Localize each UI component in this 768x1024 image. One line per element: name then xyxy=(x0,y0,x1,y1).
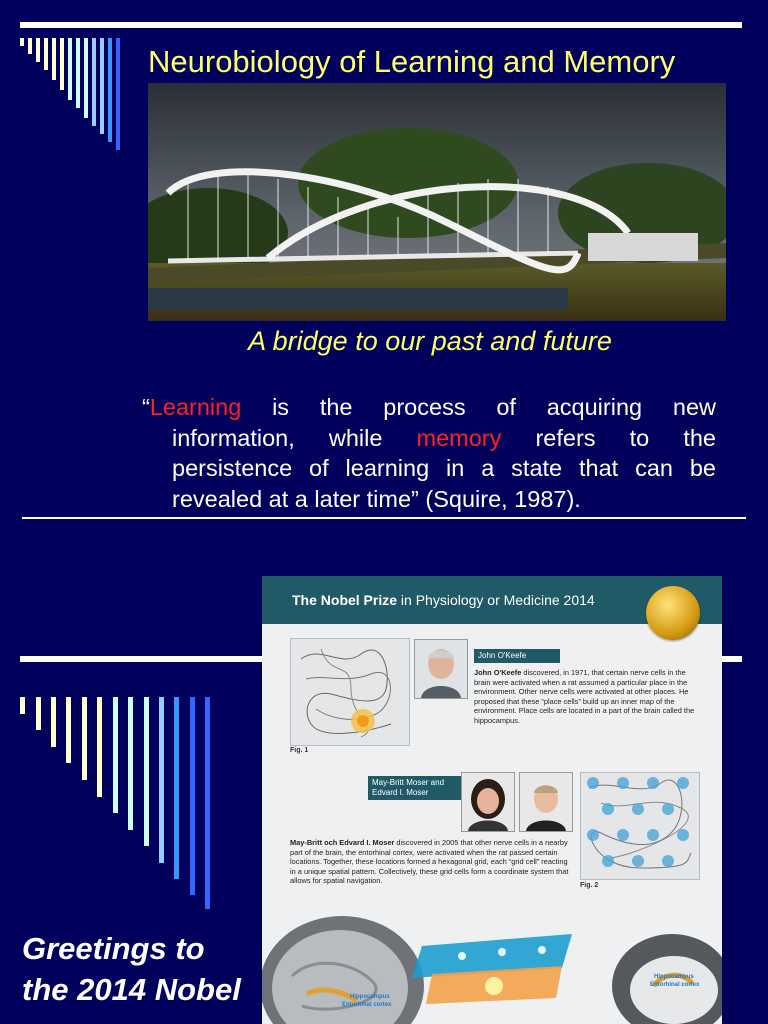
greeting-text: Greetings to the 2014 Nobel xyxy=(22,931,241,1007)
fig2-label: Fig. 2 xyxy=(580,882,599,889)
moser-name-line-2: Edvard I. Moser xyxy=(372,788,429,797)
label-entorhinal-left: Entorhinal cortex xyxy=(342,1002,392,1008)
nobel-medal-icon xyxy=(646,586,700,640)
okeefe-name-tag: John O'Keefe xyxy=(474,649,560,663)
label-hippocampus-right: Hippocampus xyxy=(654,974,694,980)
quote-open-mark: “ xyxy=(142,394,150,420)
fig1-maze-image xyxy=(290,638,410,746)
okeefe-description-body: discovered, in 1971, that certain nerve cells in the brain were activated when a rat assumed a particular place in the environment. Other nerve cells were activated at other places. He proposed that these “place cells” build up an inner map of the environment. Place cells are located in a part of the brain called the hippocampus. xyxy=(474,668,695,725)
nobel-title-rest: in Physiology or Medicine 2014 xyxy=(397,592,595,608)
fig2-grid-image xyxy=(580,772,700,880)
moser-description xyxy=(290,838,574,886)
label-hippocampus-left: Hippocampus xyxy=(350,994,390,1000)
nobel-title xyxy=(292,592,595,608)
photo-caption: A bridge to our past and future xyxy=(248,326,612,356)
moser-name-tag xyxy=(368,776,462,800)
bridge-photo xyxy=(148,83,726,321)
slide-divider xyxy=(22,517,746,519)
fig1-label: Fig. 1 xyxy=(290,747,309,754)
quote-line-1 xyxy=(142,392,716,423)
term-learning: Learning xyxy=(149,394,242,420)
okeefe-portrait xyxy=(414,639,468,699)
top-rule xyxy=(20,22,742,28)
okeefe-description-lead: John O'Keefe xyxy=(474,668,522,677)
moser-description-body: discovered in 2005 that other nerve cells in a nearby part of the brain, the entorhinal cortex, were activated when the rat passed certain locations. Together, these locations formed a hexagonal grid, each “grid cell” reacting in a unique spatial pattern. Collectively, these grid cells form a coordinate system that allows for spatial navigation. xyxy=(290,838,569,886)
slide-title: Neurobiology of Learning and Memory xyxy=(148,44,676,79)
nobel-title-bold: The Nobel Prize xyxy=(292,592,398,608)
edvard-moser-portrait xyxy=(519,772,573,832)
brain-illustration xyxy=(262,906,722,1024)
quote-line-2-start: information, while xyxy=(172,424,417,451)
moser-description-lead: May-Britt och Edvard I. Moser xyxy=(290,838,395,847)
squire-quote xyxy=(142,392,716,514)
maybritt-moser-portrait xyxy=(461,772,515,832)
okeefe-description xyxy=(474,668,696,726)
moser-name-line-1: May-Britt Moser and xyxy=(372,778,445,787)
quote-line-3: persistence of learning in a state that can be xyxy=(172,455,716,481)
decorative-stripes-top xyxy=(20,38,130,158)
quote-line-1-rest: is the process of acquiring new xyxy=(241,394,716,420)
decorative-stripes-bottom xyxy=(20,697,220,912)
label-entorhinal-right: Entorhinal cortex xyxy=(650,982,700,988)
nobel-prize-poster xyxy=(262,576,722,1024)
term-memory: memory xyxy=(416,424,502,451)
quote-line-2 xyxy=(172,423,716,454)
quote-line-2-rest: refers to the xyxy=(501,424,716,451)
quote-line-4: revealed at a later time” (Squire, 1987). xyxy=(172,485,581,512)
